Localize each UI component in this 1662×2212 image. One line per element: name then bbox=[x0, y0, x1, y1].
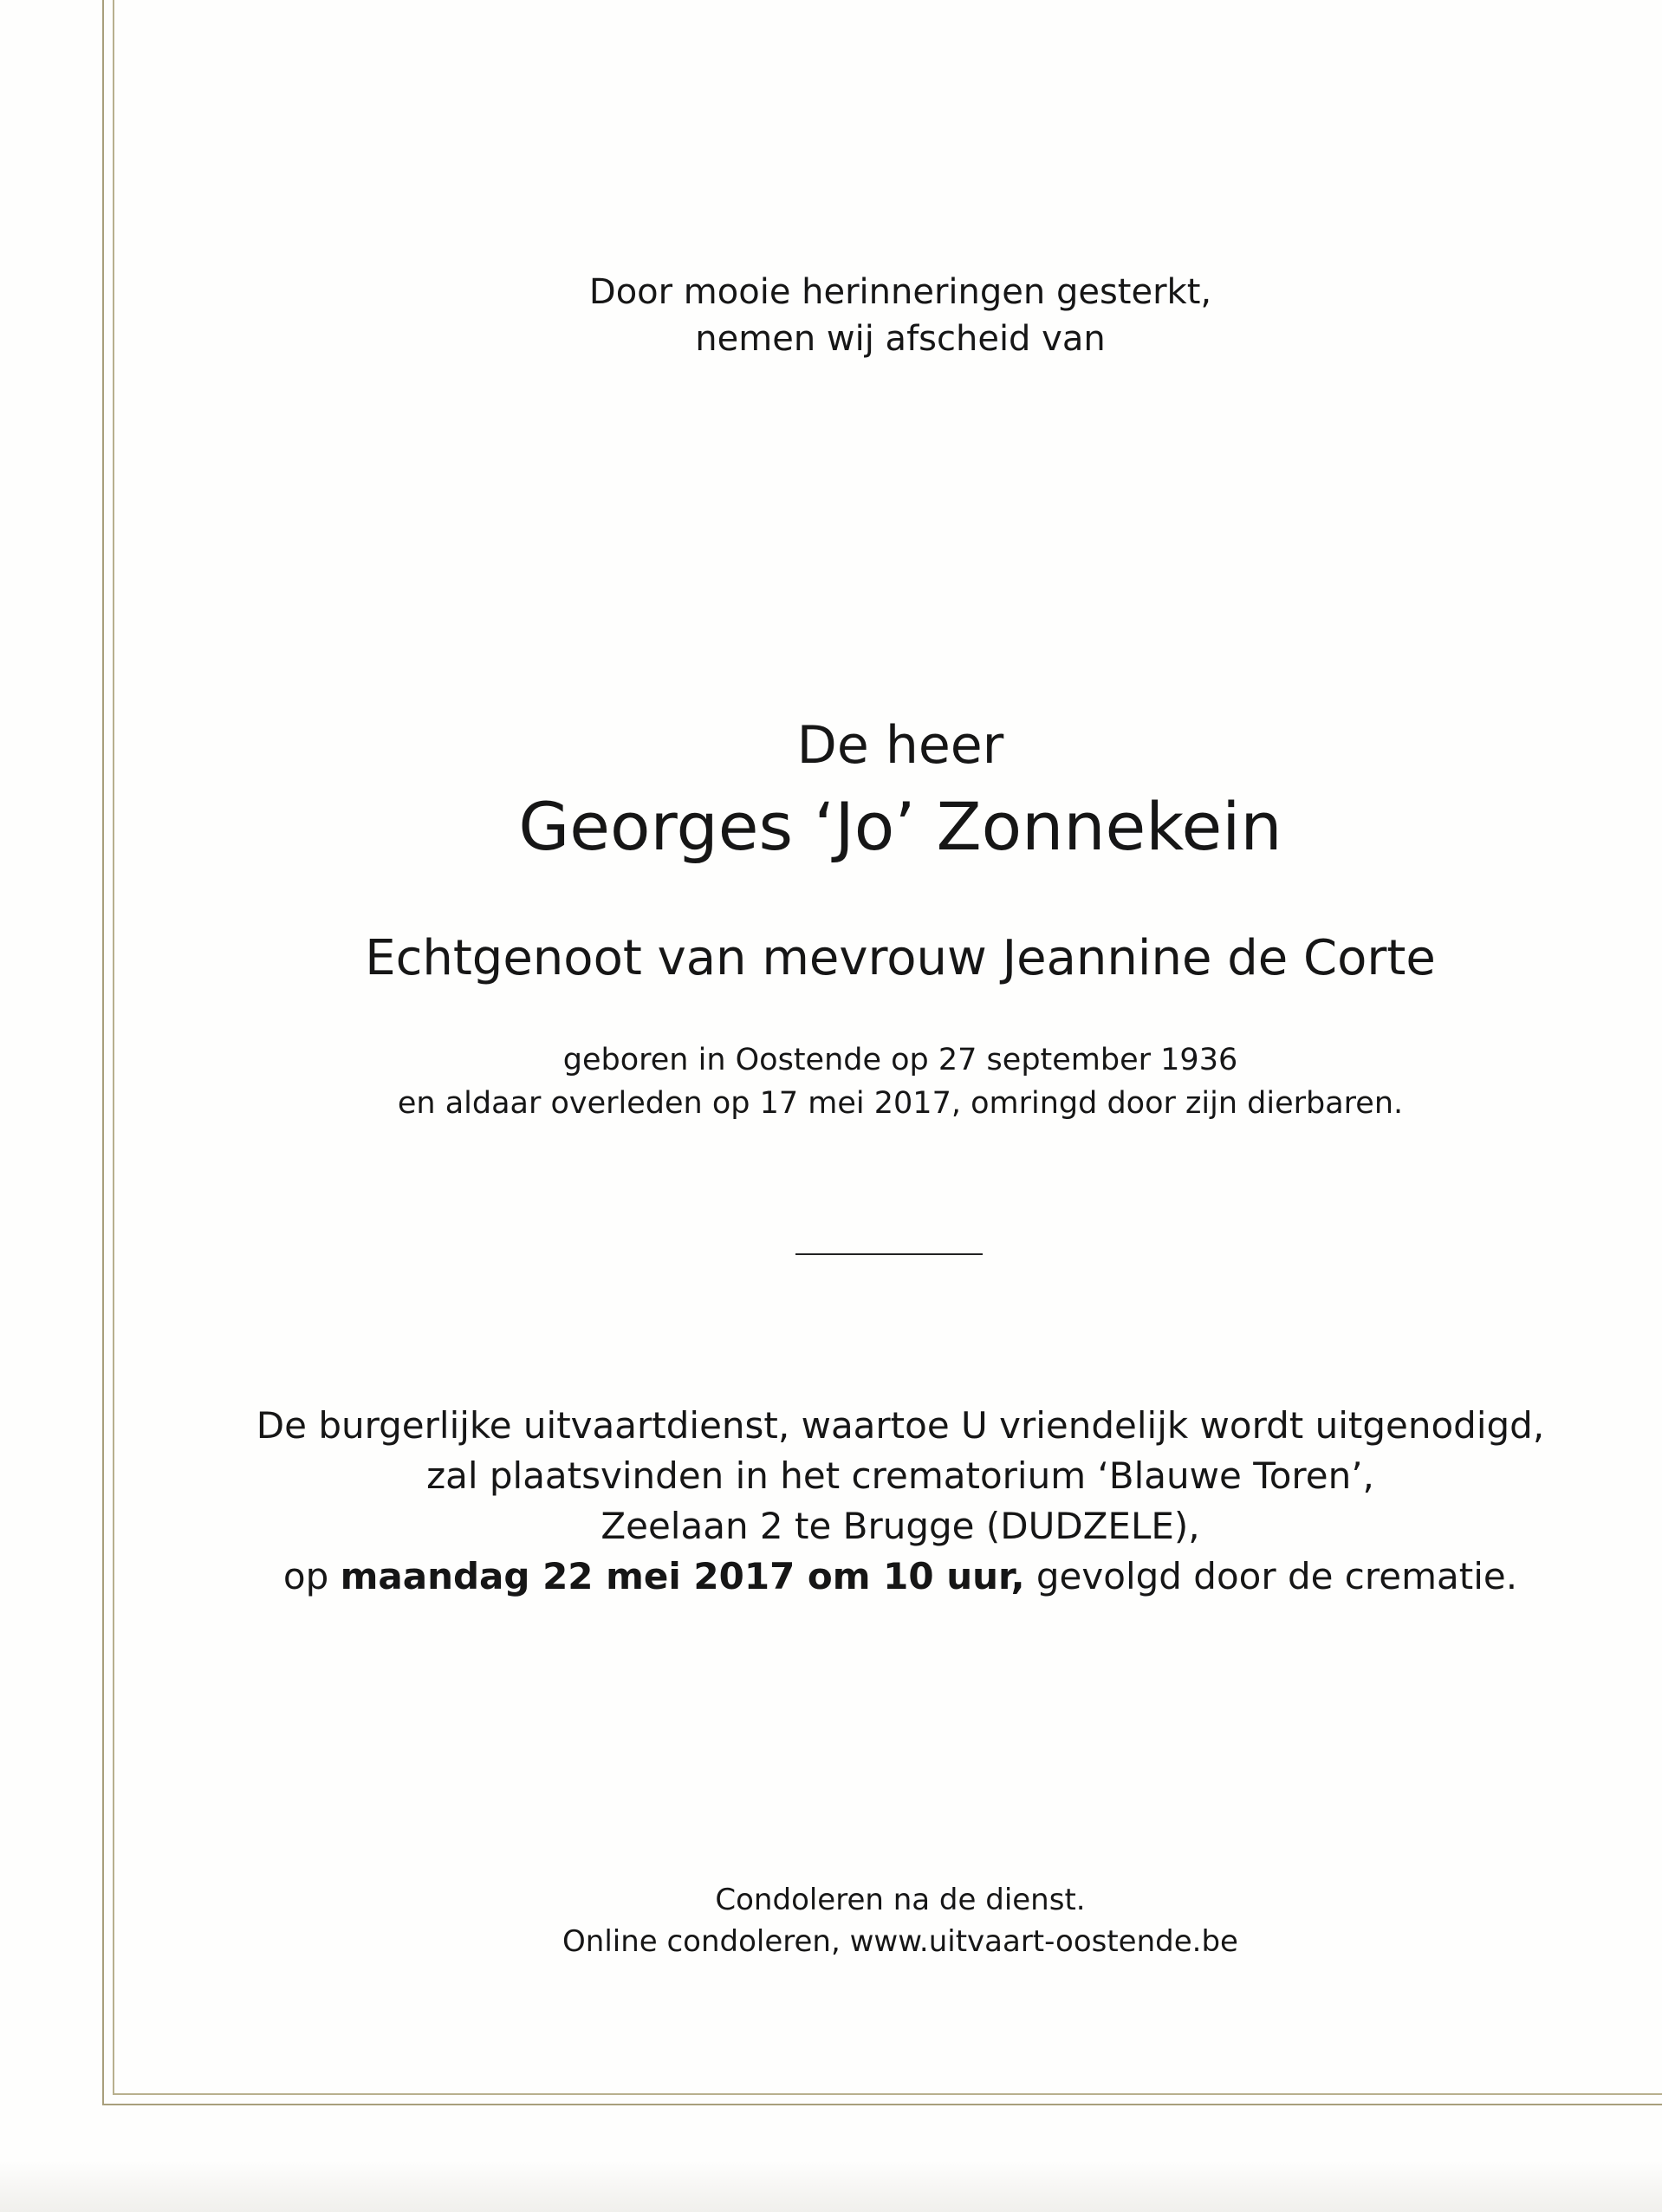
service-announcement bbox=[113, 1401, 1662, 1602]
birth-death-dates bbox=[113, 1038, 1662, 1125]
paper-edge-shadow bbox=[0, 2160, 1662, 2212]
intro-text bbox=[113, 269, 1662, 362]
service-date-time: maandag 22 mei 2017 om 10 uur, bbox=[340, 1555, 1025, 1597]
condolence-line-2: Online condoleren, www.uitvaart-oostende.be bbox=[562, 1924, 1238, 1959]
service-line-2: zal plaatsvinden in het crematorium ‘Blauwe Toren’, bbox=[426, 1454, 1374, 1497]
death-line: en aldaar overleden op 17 mei 2017, omringd door zijn dierbaren. bbox=[397, 1086, 1404, 1121]
service-line-3: Zeelaan 2 te Brugge (DUDZELE), bbox=[601, 1505, 1200, 1547]
service-line-4 bbox=[113, 1552, 1662, 1602]
intro-line-2: nemen wij afscheid van bbox=[695, 319, 1106, 359]
divider-line bbox=[795, 1253, 983, 1255]
condolence-info bbox=[113, 1879, 1662, 1962]
deceased-name: Georges ‘Jo’ Zonnekein bbox=[518, 788, 1282, 865]
spouse-line: Echtgenoot van mevrouw Jeannine de Corte bbox=[365, 930, 1436, 986]
birth-line: geboren in Oostende op 27 september 1936 bbox=[562, 1043, 1238, 1077]
service-line-4-suffix: gevolgd door de crematie. bbox=[1024, 1555, 1518, 1597]
condolence-line-1: Condoleren na de dienst. bbox=[715, 1883, 1086, 1917]
intro-line-1: Door mooie herinneringen gesterkt, bbox=[588, 272, 1212, 312]
service-line-1: De burgerlijke uitvaartdienst, waartoe U vriendelijk wordt uitgenodigd, bbox=[256, 1404, 1545, 1447]
honorific: De heer bbox=[796, 715, 1004, 776]
service-line-4-prefix: op bbox=[282, 1555, 341, 1597]
